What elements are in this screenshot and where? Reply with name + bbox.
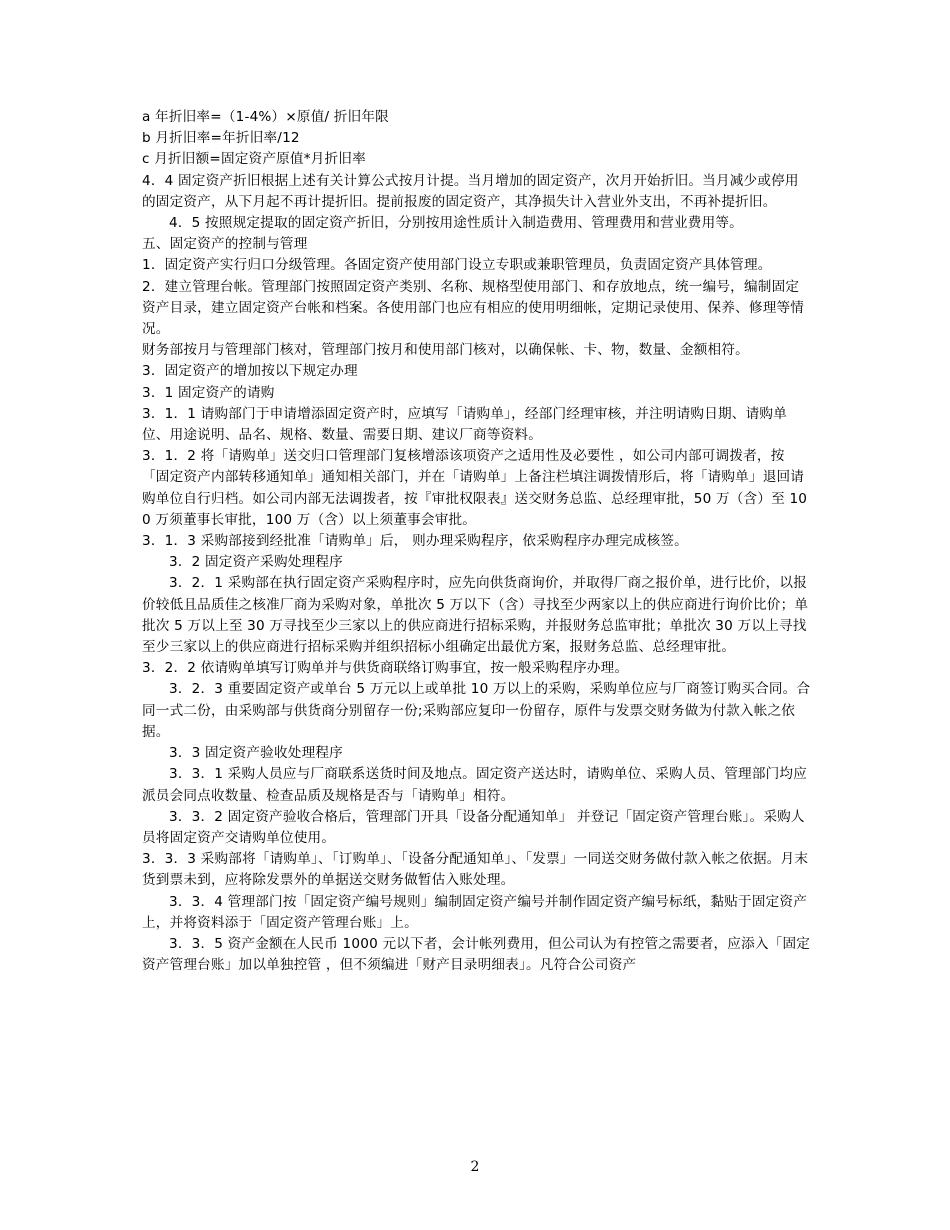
paragraph: a 年折旧率=（1-4%）×原值/ 折旧年限 [142, 109, 389, 125]
paragraph: 3．3．1 采购人员应与厂商联系送货时间及地点。固定资产送达时，请购单位、采购人员、管理部门均应派员会同点收数量、检查品质及规格是否与「请购单」相符。 [142, 766, 807, 804]
paragraph: 3．3．5 资产金额在人民币 1000 元以下者，会计帐列费用，但公司认为有控管之需要者，应添入「固定资产管理台账」加以单独控管 ，但不须编进「财产目录明细表」。凡符合公司资产 [142, 935, 811, 974]
paragraph: 3．固定资产的增加按以下规定办理 [142, 363, 358, 380]
paragraph: 3．3．2 固定资产验收合格后，管理部门开具「设备分配通知单」 并登记「固定资产管理台账」。采购人员将固定资产交请购单位使用。 [142, 808, 805, 846]
paragraph: 3．2．1 采购部在执行固定资产采购程序时，应先向供货商询价，并取得厂商之报价单，进行比价，以报价较低且品质佳之核准厂商为采购对象，单批次 5 万以下（含）寻找至少两家以上的供应商进行询价比价；单批次 5 万以上至 30 万寻找至少三家以上的供应商进行招标采购，并报财务总监审批；单批次 30 万以上寻找至少三家以上的供应商进行招标采购并组织招标小组确定出最优方案，报财务总监、总经理审批。 [142, 575, 809, 656]
paragraph: 3．1．1 请购部门于申请增添固定资产时，应填写「请购单」，经部门经理审核，并注明请购日期、请购单位、用途说明、品名、规格、数量、需要日期、建议厂商等资料。 [142, 405, 787, 444]
paragraph: 3．1．2 将「请购单」送交归口管理部门复核增添该项资产之适用性及必要性 ，如公司内部可调拨者，按「固定资产内部转移通知单」通知相关部门，并在「请购单」上备注栏填注调拨情形后，将「请购单」退回请购单位自行归档。如公司内部无法调拨者，按『审批权限表』送交财务总监、总经理审批，50 万（含）至 100 万须董事长审批，100 万（含）以上须董事会审批。 [142, 448, 808, 528]
paragraph: 3．2．2 依请购单填写订购单并与供货商联络订购事宜，按一般采购程序办理。 [142, 660, 629, 677]
paragraph: 3．3．4 管理部门按「固定资产编号规则」编制固定资产编号并制作固定资产编号标纸，黏贴于固定资产上，并将资料添于「固定资产管理台账」上。 [142, 893, 807, 931]
document-body [142, 107, 812, 976]
paragraph: 五、固定资产的控制与管理 [142, 236, 308, 253]
page-number: 2 [470, 1159, 480, 1175]
paragraph: b 月折旧率=年折旧率/12 [142, 130, 300, 147]
paragraph: 4．4 固定资产折旧根据上述有关计算公式按月计提。当月增加的固定资产，次月开始折旧。当月减少或停用的固定资产，从下月起不再计提折旧。提前报废的固定资产，其净损失计入营业外支出，不再补提折旧。 [142, 172, 799, 210]
paragraph: 3．3．3 采购部将「请购单」、「订购单」、「设备分配通知单」、「发票」一同送交财务做付款入帐之依据。月末货到票未到，应将除发票外的单据送交财务做暂估入账处理。 [142, 851, 809, 889]
paragraph: 3．2 固定资产采购处理程序 [169, 554, 343, 571]
paragraph: 2．建立管理台帐。管理部门按照固定资产类别、名称、规格型使用部门、和存放地点，统一编号，编制固定资产目录，建立固定资产台帐和档案。各使用部门也应有相应的使用明细帐，定期记录使用、保养、修理等情况。 [142, 278, 805, 338]
paragraph: 3．1．3 采购部接到经批准「请购单」后， 则办理采购程序，依采购程序办理完成核签。 [142, 533, 688, 550]
paragraph: 财务部按月与管理部门核对，管理部门按月和使用部门核对，以确保帐、卡、物，数量、金额相符。 [142, 342, 749, 359]
paragraph: 3．3 固定资产验收处理程序 [169, 745, 343, 762]
paragraph: c 月折旧额=固定资产原值*月折旧率 [142, 151, 366, 168]
paragraph: 4．5 按照规定提取的固定资产折旧，分别按用途性质计入制造费用、管理费用和营业费用等。 [169, 215, 743, 232]
paragraph: 1．固定资产实行归口分级管理。各固定资产使用部门设立专职或兼职管理员，负责固定资产具体管理。 [142, 257, 772, 274]
paragraph: 3．1 固定资产的请购 [142, 384, 275, 401]
paragraph: 3．2．3 重要固定资产或单台 5 万元以上或单批 10 万以上的采购，采购单位应与厂商签订购买合同。合同一式二份，由采购部与供货商分别留存一份;采购部应复印一份留存，原件与发票交财务做为付款入帐之依据。 [142, 681, 811, 740]
